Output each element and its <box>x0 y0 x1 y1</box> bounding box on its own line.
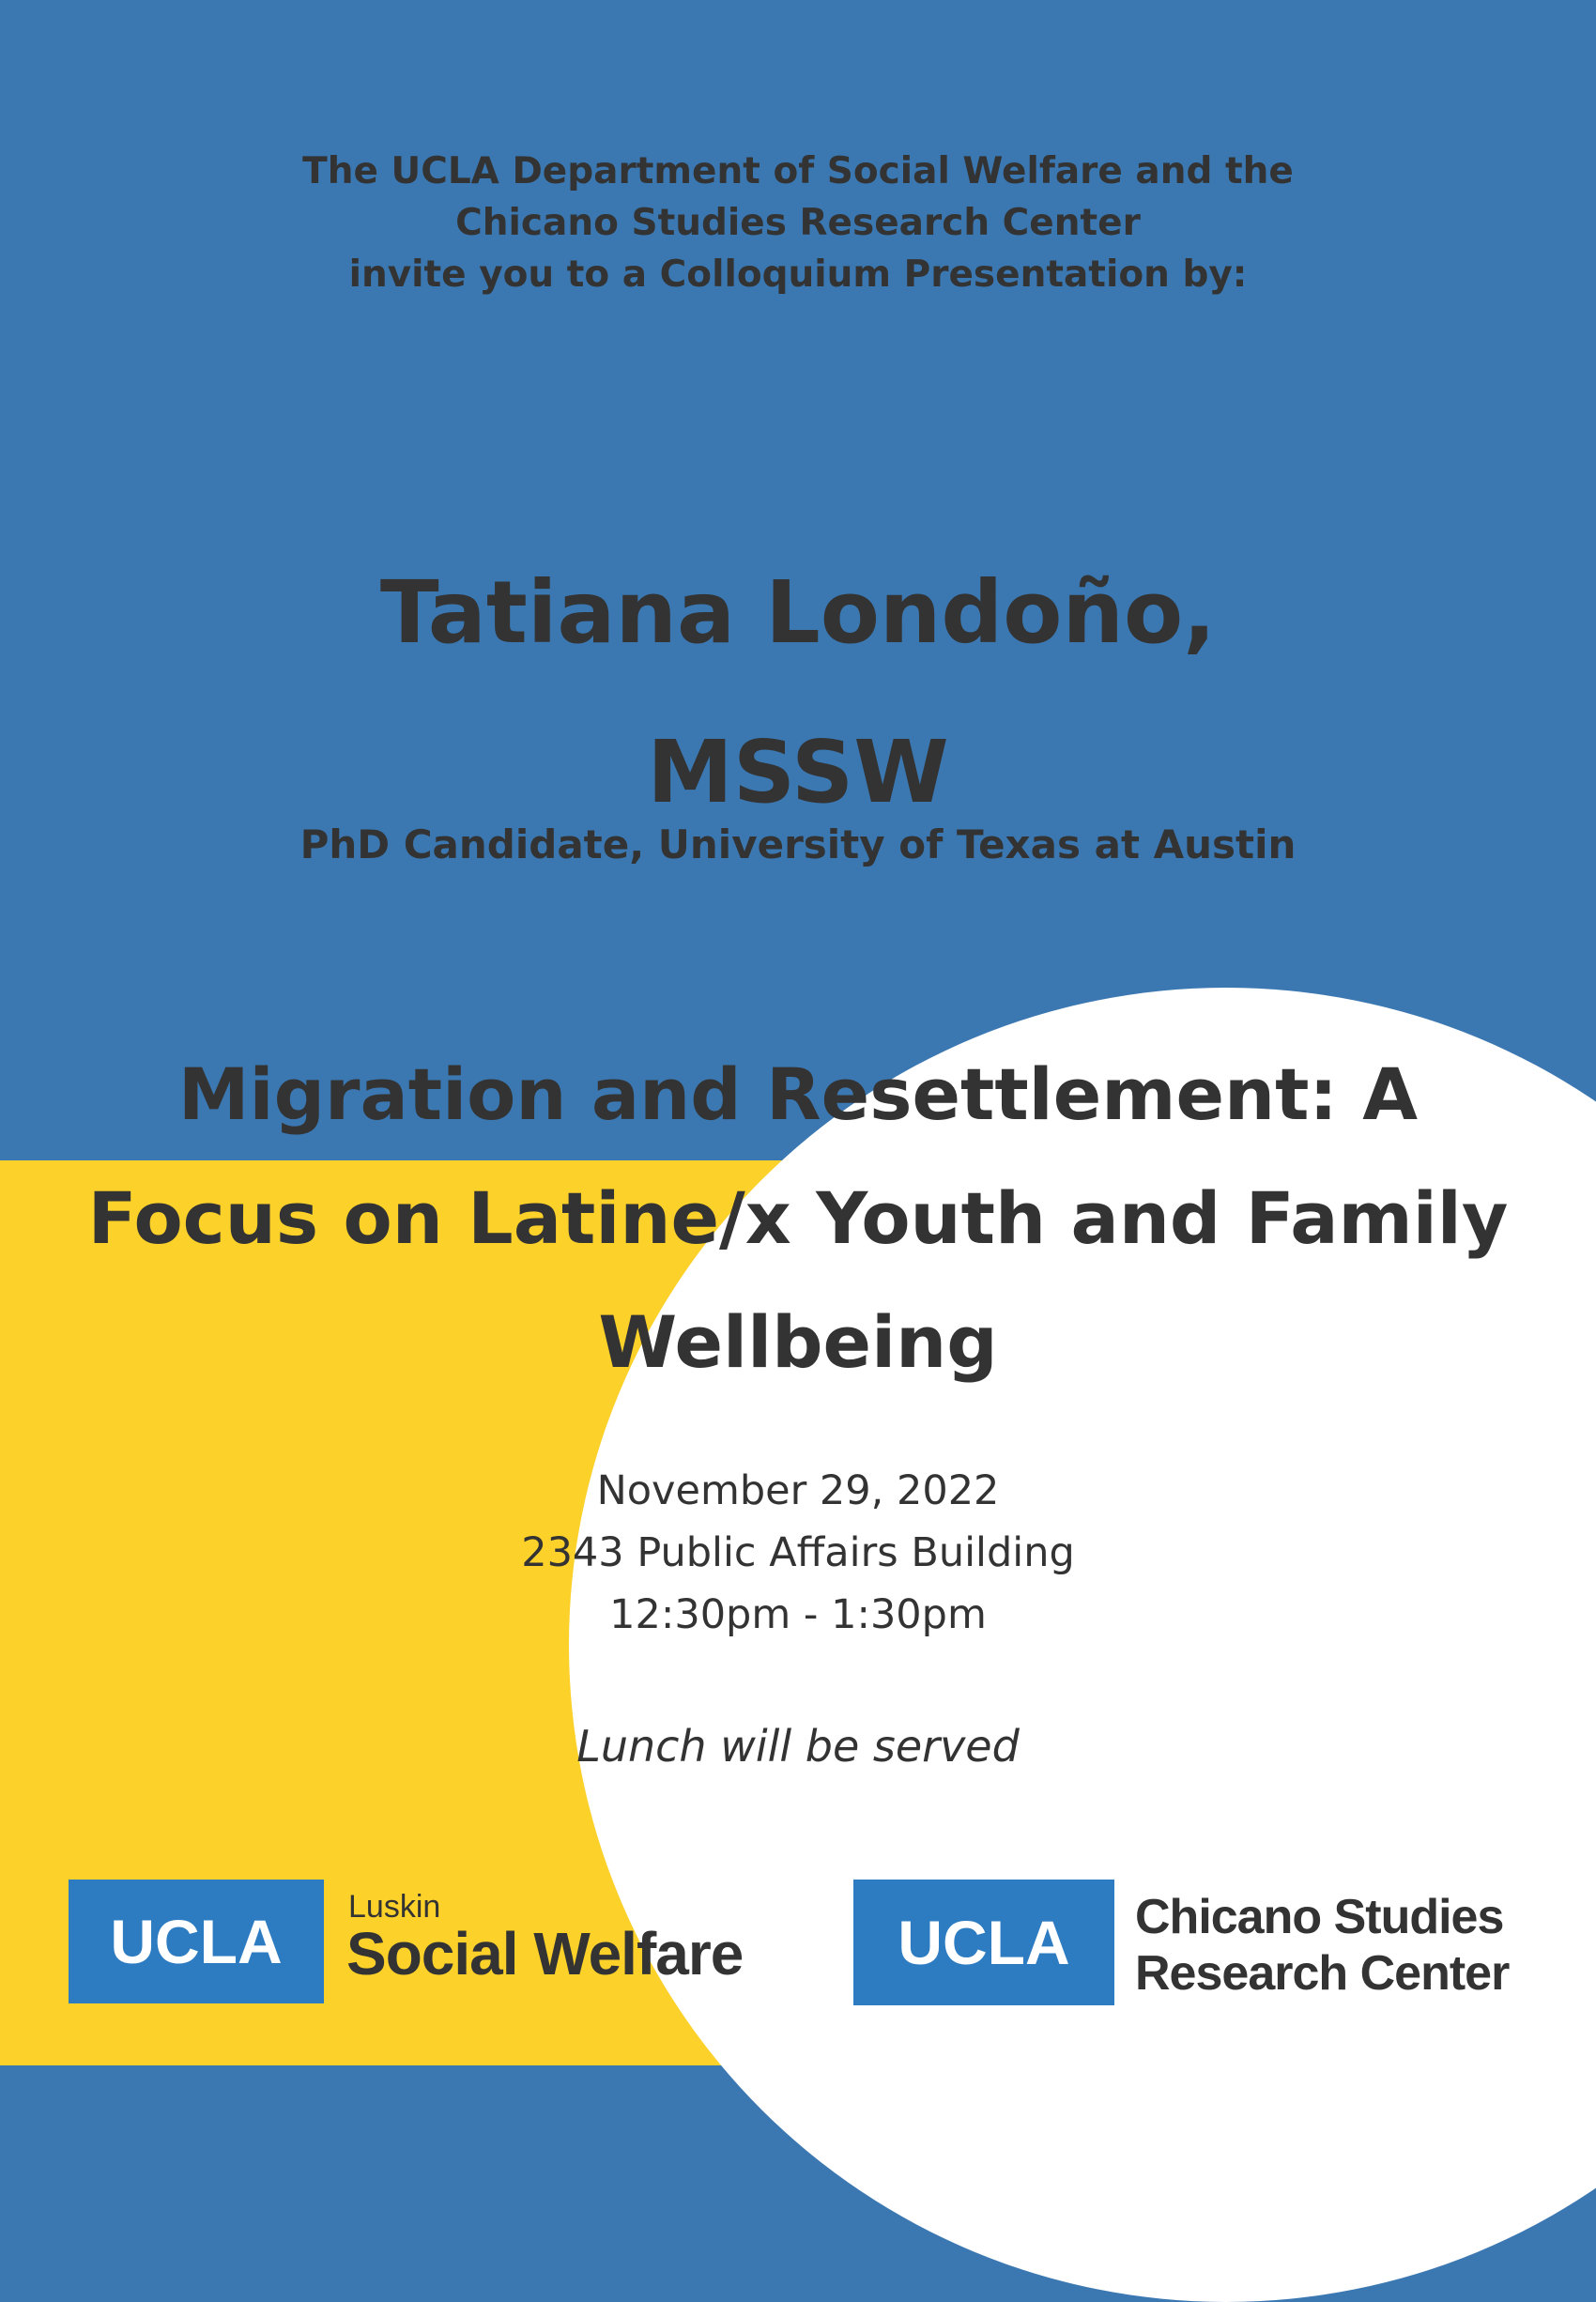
ucla-logo-box: UCLA <box>69 1880 324 2003</box>
talk-title-line-1: Migration and Resettlement: A <box>177 1052 1419 1136</box>
event-location: 2343 Public Affairs Building <box>521 1529 1075 1576</box>
talk-title <box>0 1033 1596 1404</box>
speaker-affiliation: PhD Candidate, University of Texas at Austin <box>299 821 1297 867</box>
lunch-note: Lunch will be served <box>576 1721 1020 1772</box>
talk-title-line-2: Focus on Latine/x Youth and Family <box>87 1176 1509 1260</box>
invitation-line-1: The UCLA Department of Social Welfare and the <box>302 150 1294 192</box>
event-date: November 29, 2022 <box>596 1467 1000 1514</box>
ucla-luskin-social-welfare-logo <box>69 1880 801 2003</box>
invitation-line-3: invite you to a Colloquium Presentation by: <box>348 253 1248 296</box>
research-center-label: Research Center <box>1135 1946 1510 2001</box>
chicano-studies-label: Chicano Studies <box>1135 1890 1504 1944</box>
talk-title-line-3: Wellbeing <box>598 1300 998 1384</box>
invitation-text <box>0 146 1596 300</box>
luskin-label: Luskin <box>348 1889 441 1925</box>
event-details <box>0 1460 1596 1646</box>
event-time: 12:30pm - 1:30pm <box>609 1591 987 1638</box>
social-welfare-label: Social Welfare <box>346 1920 744 1987</box>
speaker-name-line-2: MSSW <box>647 722 949 822</box>
speaker-name-line-1: Tatiana Londoño, <box>379 562 1217 663</box>
ucla-chicano-studies-logo <box>853 1880 1567 2003</box>
speaker-name <box>0 533 1596 852</box>
invitation-line-2: Chicano Studies Research Center <box>455 202 1141 244</box>
ucla-logo-box: UCLA <box>853 1880 1114 2005</box>
